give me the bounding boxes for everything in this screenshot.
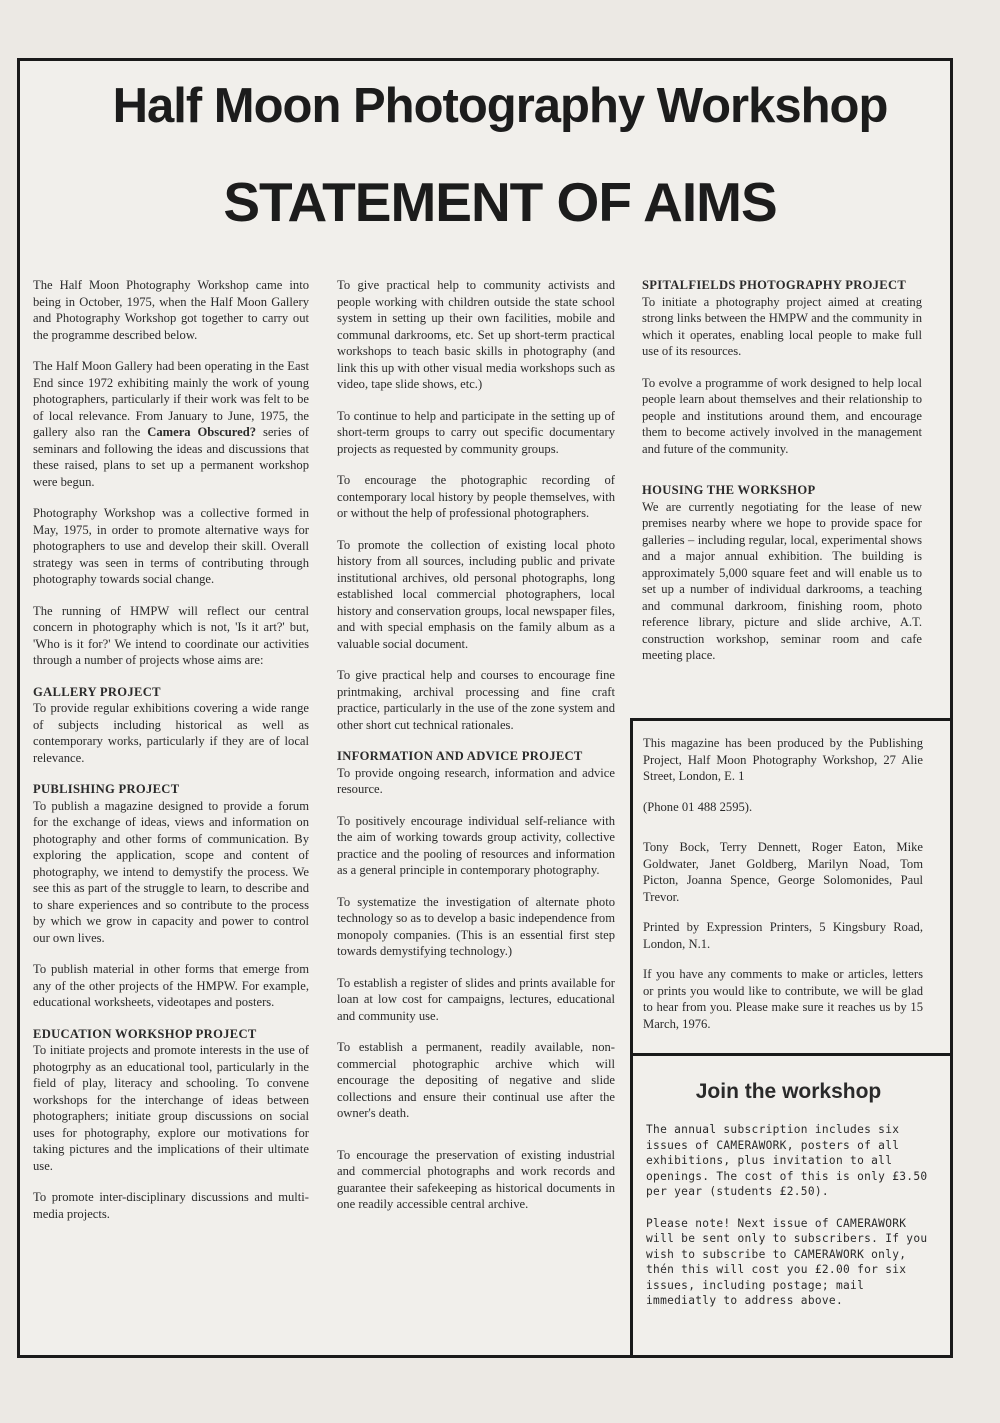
- publisher-phone: (Phone 01 488 2595).: [643, 799, 753, 814]
- photo-history-collection-paragraph: To promote the collection of existing local photo history from all sources, including public and private institutional archives, old personal photographs, long established local commercial photographers, local history and conservation groups, local newspaper files, and with special emphasis on the family album as a valuable social document.: [337, 537, 615, 651]
- contributors-list: Tony Bock, Terry Dennett, Roger Eaton, Mike Goldwater, Janet Goldberg, Marilyn Noad, Tom Picton, Joanna Spence, George Solomonides, Paul Trevor.: [643, 840, 923, 904]
- join-title: Join the workshop: [695, 1080, 882, 1103]
- join-workshop-box: [630, 1053, 953, 1358]
- spitalfields-heading: SPITALFIELDS PHOTOGRAPHY PROJECT: [642, 278, 907, 292]
- short-term-groups-paragraph: To continue to help and participate in the setting up of short-term groups to carry out specific documentary projects as requested by community groups.: [337, 408, 615, 456]
- column-left: [33, 277, 309, 1237]
- housing-text: We are currently negotiating for the lease of new premises nearby where we hope to provide space for galleries – including regular, local, experimental shows and a major annual exhibition. The building is approximately 5,000 square feet and will enable us to set up a number of individual darkrooms, a teaching and communal darkroom, finishing room, photo reference library, picture and slide archive, A.T. construction workshop, seminar room and cafe meeting place.: [642, 499, 922, 662]
- information-advice-heading: INFORMATION AND ADVICE PROJECT: [337, 749, 583, 763]
- local-history-paragraph: To encourage the photographic recording of contemporary local history by people themselves, with or without the help of professional photographers.: [337, 473, 615, 520]
- printer-info: Printed by Expression Printers, 5 Kingsbury Road, London, N.1.: [643, 920, 923, 951]
- masthead-title: Half Moon Photography Workshop: [112, 79, 888, 133]
- subscription-note: Please note! Next issue of CAMERAWORK will be sent only to subscribers. If you wish to subscribe to CAMERAWORK only, thén this will cost you £2.00 for six issues, including postage; mail immediatly to address above.: [646, 1216, 928, 1307]
- slide-register-paragraph: To establish a register of slides and prints available for loan at low cost for campaigns, lectures, educational and community use.: [337, 975, 615, 1023]
- spitalfields-text-2: To evolve a programme of work designed to help local people learn about themselves and their relationship to people and institutions around them, and encourage them to become actively involved in the management and future of the community.: [642, 375, 922, 456]
- gallery-project-heading: GALLERY PROJECT: [33, 684, 161, 699]
- preservation-paragraph: To encourage the preservation of existing industrial and commercial photographs and work records and guarantee their safekeeping as historical documents in one readily accessible central archive.: [337, 1147, 615, 1211]
- subscription-info: The annual subscription includes six issues of CAMERAWORK, posters of all exhibitions, plus invitation to all openings. The cost of this is only £3.50 per year (students £2.50).: [646, 1123, 928, 1198]
- publishing-project-text-2: To publish material in other forms that emerge from any of the other projects of the HMPW. For example, educational worksheets, videotapes and posters.: [33, 962, 309, 1009]
- camera-obscured-title: Camera Obscured?: [147, 425, 257, 439]
- statement-heading: STATEMENT OF AIMS: [223, 171, 777, 233]
- publisher-info-box: [630, 718, 953, 1055]
- central-concern-paragraph: The running of HMPW will reflect our central concern in photography which is not, 'Is it art?' but, 'Who is it for?' We intend to coordinate our activities through a number of projects whose aims are:: [33, 603, 309, 667]
- photography-workshop-paragraph: Photography Workshop was a collective formed in May, 1975, in order to promote alternative ways for photographers to use and develop their skill. Overall strategy was seen in terms of contributing through photography towards social change.: [33, 506, 309, 586]
- publishing-project-text: To publish a magazine designed to provide a forum for the exchange of ideas, views and information on photography and other forms of communication. By exploring the application, scope and content of photography, we intend to demystify the process. We see this as part of the struggle to learn, to describe and to share experiences and so contribute to the process by which we grow in capacity and power to control our own lives.: [33, 798, 309, 945]
- column-middle: [337, 277, 615, 1228]
- information-advice-text: To provide ongoing research, information and advice resource.: [337, 765, 615, 796]
- practical-help-paragraph: To give practical help to community activists and people working with children outside the state school system in setting up their own facilities, mobile and communal darkrooms, etc. Set up short-term practical workshops to teach basic skills in photography (and link this up with other visual media workshops such as video, tape slide shows, etc.): [337, 278, 615, 391]
- archive-paragraph: To establish a permanent, readily available, non-commercial photographic archive which will encourage the depositing of negative and slide collections and ensure their continual use after the owner's death.: [337, 1040, 615, 1120]
- gallery-project-text: To provide regular exhibitions covering a wide range of subjects including historical as well as contemporary works, particularly if they are of local relevance.: [33, 701, 309, 765]
- printmaking-paragraph: To give practical help and courses to encourage fine printmaking, archival processing and fine craft practice, particularly in the use of the zone system and other short cut technical rationales.: [337, 668, 615, 732]
- spitalfields-text: To initiate a photography project aimed at creating strong links between the HMPW and the community in which it operates, enabling local people to make full use of its resources.: [642, 294, 922, 358]
- education-project-text-2: To promote inter-disciplinary discussions and multi-media projects.: [33, 1190, 309, 1221]
- contribution-invite: If you have any comments to make or articles, letters or prints you would like to contribute, we will be glad to hear from you. Please make sure it reaches us by 15 March, 1976.: [643, 967, 923, 1031]
- self-reliance-paragraph: To positively encourage individual self-reliance with the aim of working towards group activity, collective practice and the pooling of resources and information as a general principle in contemporary photography.: [337, 813, 615, 877]
- column-right: [642, 277, 922, 679]
- education-project-text: To initiate projects and promote interests in the use of photogrphy as an educational tool, particularly in the field of play, literacy and schooling. To convene workshops for the interchange of ideas between photographers; initiate group discussions on social uses for photography, explore our motivations for taking pictures and the implications of their ultimate use.: [33, 1043, 309, 1173]
- intro-paragraph: The Half Moon Photography Workshop came into being in October, 1975, when the Half Moon Gallery and Photography Workshop got together to carry out the programme described below.: [33, 278, 309, 342]
- housing-heading: HOUSING THE WORKSHOP: [642, 483, 816, 497]
- education-project-heading: EDUCATION WORKSHOP PROJECT: [33, 1026, 257, 1041]
- publisher-address: This magazine has been produced by the Publishing Project, Half Moon Photography Workshop, 27 Alie Street, London, E. 1: [643, 736, 923, 783]
- photo-technology-paragraph: To systematize the investigation of alternate photo technology so as to develop a basic independence from monopoly companies. (This is an essential first step towards demystifying technology.): [337, 894, 615, 958]
- publishing-project-heading: PUBLISHING PROJECT: [33, 782, 180, 796]
- gallery-history-paragraph: The Half Moon Gallery had been operating in the East End since 1972 exhibiting mainly the work of young photographers, particularly if their work was felt to be of local relevance. From January to June, 1975, the gallery also ran the Camera Obscured? series of seminars and following the ideas and discussions that these raised, plans to set up a permanent workshop were begun.: [33, 359, 309, 489]
